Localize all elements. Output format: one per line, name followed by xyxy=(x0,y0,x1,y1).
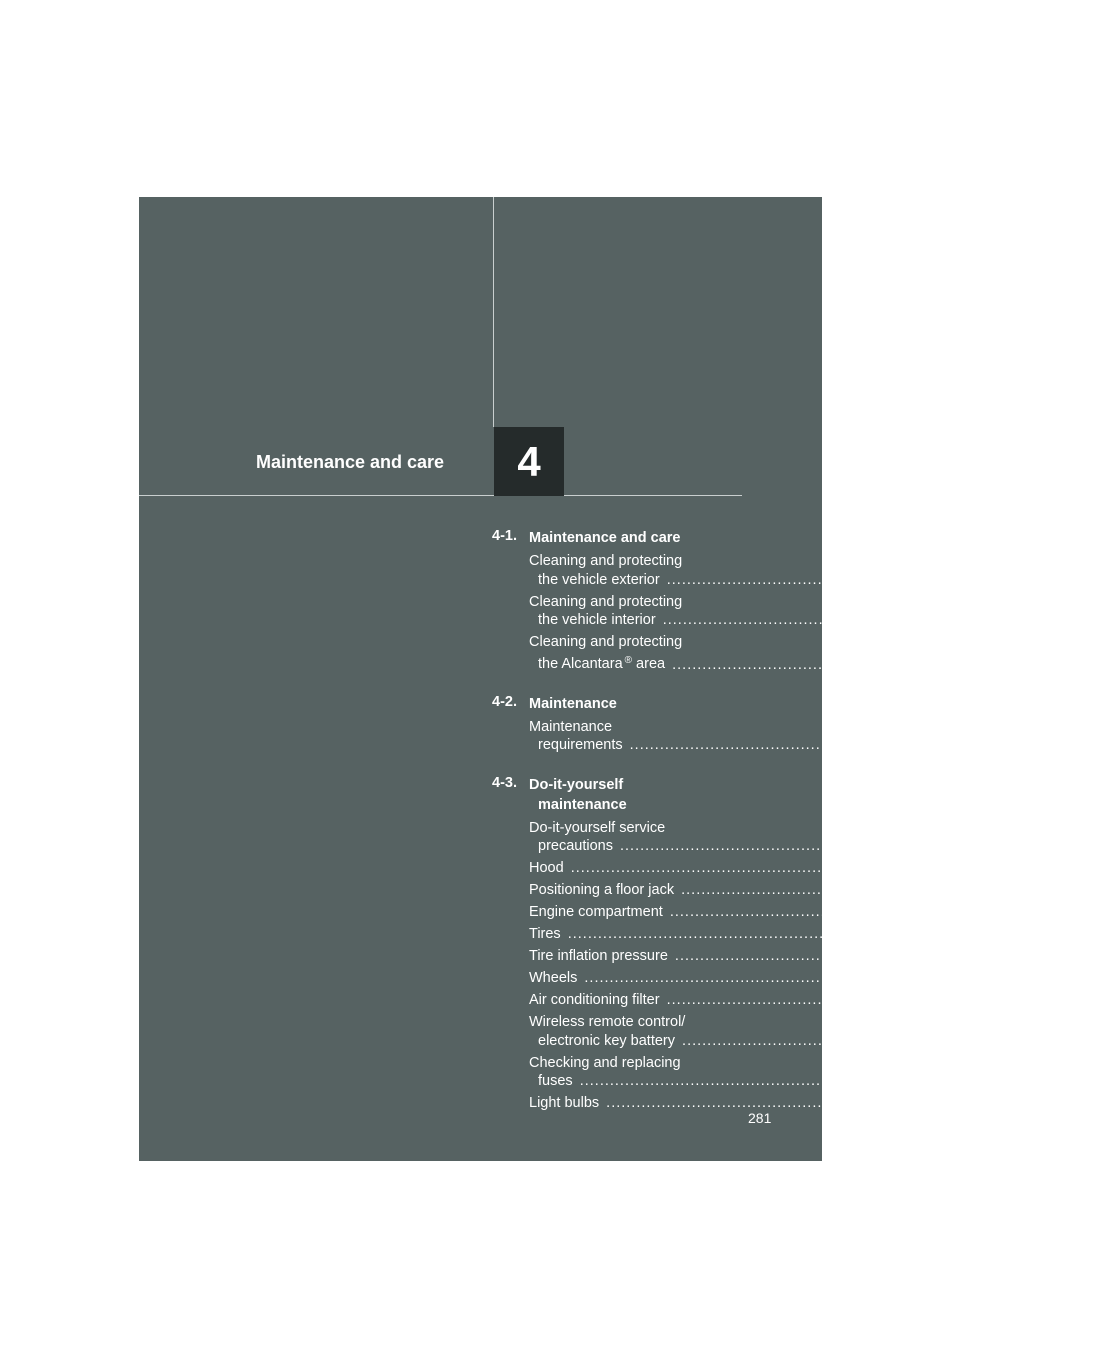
dot-leader: ................................................................................ xyxy=(667,656,1075,673)
entry-title-text: requirements xyxy=(538,737,623,754)
entry-title-text: Air conditioning filter xyxy=(529,992,660,1009)
toc-entry[interactable] xyxy=(529,881,1112,900)
entry-title-line: Cleaning and protecting xyxy=(529,593,683,610)
entry-page-number: 324 xyxy=(1081,948,1106,965)
entry-title-text: Wheels xyxy=(529,970,578,987)
entry-title-text: Hood xyxy=(529,860,564,877)
entry-page-number: 290 xyxy=(1078,656,1103,673)
chapter-number-box xyxy=(494,427,564,496)
entry-title-text: area xyxy=(632,656,666,673)
dot-leader: ................................................................................ xyxy=(574,1073,982,1090)
section-title-line: Do-it-yourself xyxy=(529,776,624,793)
section-number: 4-2. xyxy=(492,693,517,710)
entry-title-text: fuses xyxy=(538,1073,573,1090)
dot-leader: ................................................................................ xyxy=(601,1095,1009,1112)
entry-title-text: the vehicle interior xyxy=(538,612,656,628)
toc-entry[interactable] xyxy=(529,969,1015,988)
toc-section xyxy=(492,693,1061,755)
toc-entry[interactable] xyxy=(529,819,1051,856)
toc-entry[interactable] xyxy=(529,859,1002,878)
section-title-line: maintenance xyxy=(538,796,627,813)
dot-leader: ................................................................................ xyxy=(562,926,971,943)
entry-page-number: 302 xyxy=(1076,904,1101,921)
toc-entry[interactable] xyxy=(529,718,1061,755)
entry-page-number: 286 xyxy=(1069,612,1094,628)
entry-page-number: 344 xyxy=(1012,1095,1037,1112)
entry-title-line: Cleaning and protecting xyxy=(529,553,683,569)
toc-entry[interactable] xyxy=(529,1094,1037,1113)
page-number: 281 xyxy=(748,1110,772,1126)
toc-entry[interactable] xyxy=(529,593,1094,630)
toc-entry[interactable] xyxy=(529,991,1098,1010)
dot-leader: ................................................................................ xyxy=(677,1032,1085,1049)
toc-entry[interactable] xyxy=(529,633,1103,674)
registered-mark: ® xyxy=(624,654,633,666)
entry-title-text: Tire inflation pressure xyxy=(529,948,668,965)
entry-page-number: 292 xyxy=(1035,737,1061,754)
dot-leader: ................................................................................ xyxy=(661,992,1069,1009)
entry-page-number: 336 xyxy=(986,1073,1011,1090)
toc-entry[interactable] xyxy=(529,903,1101,922)
entry-title-text: Engine compartment xyxy=(529,904,663,921)
toc-entry[interactable] xyxy=(529,1054,1011,1091)
section-number: 4-3. xyxy=(492,774,517,791)
dot-leader: ................................................................................ xyxy=(614,838,1023,855)
entry-page-number: 315 xyxy=(974,926,999,943)
toc-entry[interactable] xyxy=(529,925,999,944)
dot-leader: ................................................................................ xyxy=(624,737,1032,754)
section-title-line: Maintenance xyxy=(529,695,617,712)
entry-title-text: Positioning a floor jack xyxy=(529,882,675,899)
dot-leader: ................................................................................ xyxy=(579,970,987,987)
entry-title-line: Do-it-yourself service xyxy=(529,819,666,836)
section-number: 4-1. xyxy=(492,528,517,544)
vertical-divider xyxy=(493,197,494,427)
entry-title-text: electronic key battery xyxy=(538,1032,676,1049)
entry-title-line: Cleaning and protecting xyxy=(529,634,683,650)
entry-title-text: precautions xyxy=(538,838,613,855)
chapter-number: 4 xyxy=(517,437,541,485)
section-title-line: Maintenance and care xyxy=(529,530,681,546)
dot-leader: ................................................................................ xyxy=(664,904,1073,921)
dot-leader: ................................................................................ xyxy=(657,612,1065,628)
toc-section xyxy=(492,528,1103,674)
entry-page-number: 295 xyxy=(1026,838,1051,855)
entry-page-number: 300 xyxy=(1087,882,1112,899)
entry-page-number: 282 xyxy=(1073,571,1098,588)
section-title xyxy=(529,775,740,815)
section-title xyxy=(529,528,740,548)
entry-title-text: the Alcantara xyxy=(538,656,623,673)
horizontal-divider xyxy=(139,495,742,496)
toc-entry[interactable] xyxy=(529,552,1098,589)
entry-title-text: Tires xyxy=(529,926,561,943)
entry-page-number: 298 xyxy=(977,860,1002,877)
dot-leader: ................................................................................ xyxy=(565,860,973,877)
entry-page-number: 326 xyxy=(990,970,1015,987)
entry-title-line: Wireless remote control/ xyxy=(529,1014,686,1031)
entry-title-line: Checking and replacing xyxy=(529,1054,681,1071)
toc-entry[interactable] xyxy=(529,947,1106,966)
toc-entry[interactable] xyxy=(529,1013,1113,1050)
dot-leader: ................................................................................ xyxy=(669,948,1078,965)
entry-title-text: Light bulbs xyxy=(529,1095,600,1112)
entry-page-number: 329 xyxy=(1072,992,1098,1009)
section-title xyxy=(529,694,740,714)
dot-leader: ................................................................................ xyxy=(661,571,1070,588)
entry-title-text: the vehicle exterior xyxy=(538,571,660,588)
entry-title-line: Maintenance xyxy=(529,718,613,735)
toc-section xyxy=(492,774,1113,1113)
chapter-title: Maintenance and care xyxy=(256,452,445,472)
dot-leader: ................................................................................ xyxy=(676,882,1084,899)
entry-page-number: 332 xyxy=(1088,1032,1113,1049)
